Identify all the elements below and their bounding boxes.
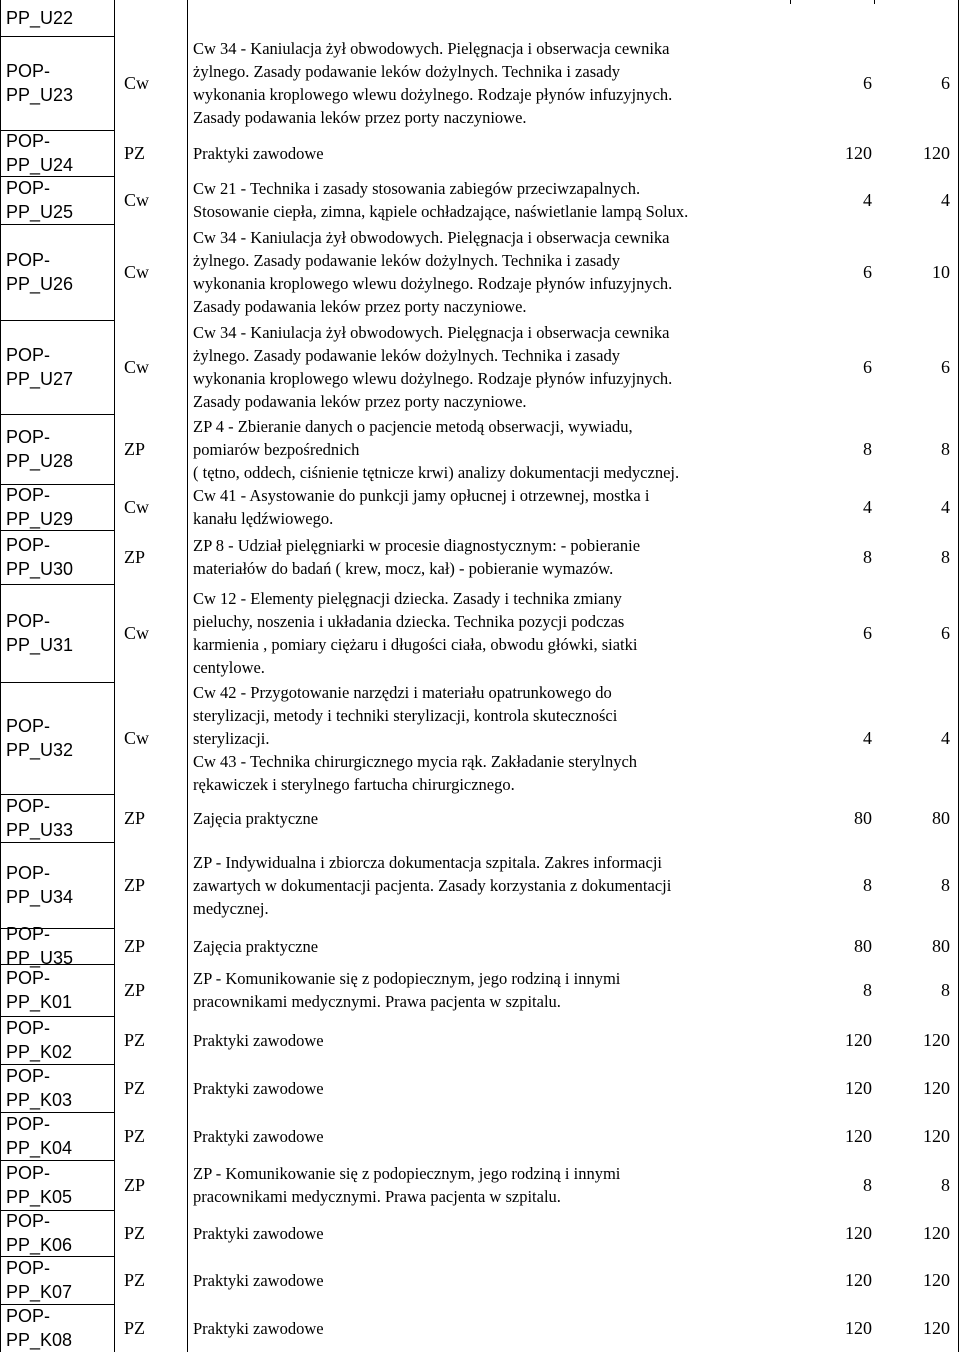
hours-cell: 120 (845, 142, 872, 163)
description-cell: Zajęcia praktyczne (193, 808, 319, 828)
code-cell: POP- PP_U29 (6, 485, 74, 529)
hours-cell: 8 (863, 979, 872, 1000)
table-row (0, 0, 960, 36)
description-cell: Cw 34 - Kaniulacja żył obwodowych. Pielęgnacja i obserwacja cewnika żylnego. Zasady podawanie leków dożylnych. Technika i zasady wykonania kroplowego wlewu dożylnego. Rodzaje płynów infuzyjnych. Zasady podawania leków przez porty naczyniowe. (193, 323, 673, 411)
code-cell: POP- PP_K08 (6, 1306, 73, 1350)
hours-cell: 120 (845, 1029, 872, 1050)
table-row (0, 414, 960, 484)
code-cell: POP- PP_U26 (6, 250, 74, 294)
hours-total-cell: 8 (941, 874, 950, 895)
table-row (0, 1304, 960, 1352)
hours-cell: 120 (845, 1077, 872, 1098)
form-cell: Cw (124, 72, 150, 93)
code-cell: POP- PP_K04 (6, 1114, 73, 1158)
table-row (0, 1210, 960, 1256)
hours-cell: 4 (863, 727, 872, 748)
code-cell: POP- PP_K07 (6, 1258, 73, 1302)
form-cell: Cw (124, 622, 150, 643)
table-row (0, 530, 960, 584)
form-cell: Cw (124, 356, 150, 377)
description-cell: Praktyki zawodowe (193, 143, 324, 163)
form-cell (124, 0, 184, 36)
description-cell: Praktyki zawodowe (193, 1030, 324, 1050)
description-cell: Cw 12 - Elementy pielęgnacji dziecka. Zasady i technika zmiany pieluchy, noszenia i układania dziecka. Technika pozycji podczas karmienia , pomiary ciężaru i długości ciała, obwodu główki, siatki centylowe. (193, 589, 638, 677)
description-cell: Praktyki zawodowe (193, 1318, 324, 1338)
hours-total-cell: 6 (941, 356, 950, 377)
hours-total-cell: 80 (932, 935, 950, 956)
table-row (0, 224, 960, 320)
table-row (0, 130, 960, 176)
hours-cell: 4 (863, 496, 872, 517)
form-cell: PZ (124, 1317, 146, 1338)
description-cell: Praktyki zawodowe (193, 1126, 324, 1146)
hours-total-cell: 120 (923, 1317, 950, 1338)
hours-cell: 6 (863, 72, 872, 93)
description-cell: Cw 34 - Kaniulacja żył obwodowych. Pielęgnacja i obserwacja cewnika żylnego. Zasady podawanie leków dożylnych. Technika i zasady wykonania kroplowego wlewu dożylnego. Rodzaje płynów infuzyjnych. Zasady podawania leków przez porty naczyniowe. (193, 228, 673, 316)
hours-total-cell: 120 (923, 1269, 950, 1290)
hours-cell: 120 (845, 1269, 872, 1290)
table-row (0, 682, 960, 794)
hours-cell: 80 (854, 807, 872, 828)
code-cell: POP- PP_K01 (6, 968, 73, 1012)
form-cell: PZ (124, 142, 146, 163)
hours-total-cell: 6 (941, 622, 950, 643)
hours-total-cell: 120 (923, 1077, 950, 1098)
description-cell: Praktyki zawodowe (193, 1078, 324, 1098)
code-cell: POP- PP_U33 (6, 796, 74, 840)
form-cell: ZP (124, 935, 146, 956)
table-row (0, 964, 960, 1016)
hours-total-cell: 8 (941, 438, 950, 459)
form-cell: Cw (124, 496, 150, 517)
code-cell: POP- PP_K05 (6, 1163, 73, 1207)
description-cell: Cw 21 - Technika i zasady stosowania zabiegów przeciwzapalnych. Stosowanie ciepła, zimna, kąpiele ochładzające, naświetlanie lampą Solux. (193, 179, 689, 221)
form-cell: ZP (124, 1174, 146, 1195)
hours-total-cell: 6 (941, 72, 950, 93)
code-cell: POP- PP_U32 (6, 716, 74, 760)
form-cell: ZP (124, 807, 146, 828)
code-cell: POP- PP_U24 (6, 131, 74, 175)
hours-total-cell: 8 (941, 546, 950, 567)
hours-cell: 6 (863, 356, 872, 377)
table-row (0, 1160, 960, 1210)
table-row (0, 794, 960, 842)
hours-total-cell: 8 (941, 979, 950, 1000)
hours-cell: 120 (845, 1125, 872, 1146)
form-cell: ZP (124, 546, 146, 567)
form-cell: PZ (124, 1222, 146, 1243)
hours-total-cell (880, 0, 950, 36)
hours-total-cell: 120 (923, 1029, 950, 1050)
code-cell: POP- PP_U30 (6, 535, 74, 579)
hours-cell: 8 (863, 874, 872, 895)
description-cell: ZP - Indywidualna i zbiorcza dokumentacja szpitala. Zakres informacji zawartych w dokumentacji pacjenta. Zasady korzystania z dokumentacji medycznej. (193, 852, 672, 918)
description-cell: Cw 34 - Kaniulacja żył obwodowych. Pielęgnacja i obserwacja cewnika żylnego. Zasady podawanie leków dożylnych. Technika i zasady wykonania kroplowego wlewu dożylnego. Rodzaje płynów infuzyjnych. Zasady podawania leków przez porty naczyniowe. (193, 39, 673, 127)
code-cell: POP- PP_U34 (6, 863, 74, 907)
table-row (0, 1016, 960, 1064)
hours-cell: 6 (863, 261, 872, 282)
description-cell: ZP 4 - Zbieranie danych o pacjencie metodą obserwacji, wywiadu, pomiarów bezpośrednich ( tętno, oddech, ciśnienie tętnicze krwi) analizy dokumentacji medycznej. (193, 416, 680, 482)
description-cell: Cw 41 - Asystowanie do punkcji jamy opłucnej i otrzewnej, mostka i kanału lędźwiowego. (193, 486, 650, 528)
description-cell (193, 0, 783, 36)
hours-cell: 6 (863, 622, 872, 643)
description-cell: Praktyki zawodowe (193, 1270, 324, 1290)
code-cell: POP- PP_K03 (6, 1066, 73, 1110)
form-cell: ZP (124, 874, 146, 895)
code-cell: POP- PP_U35 (6, 924, 74, 968)
description-cell: Zajęcia praktyczne (193, 936, 319, 956)
form-cell: PZ (124, 1029, 146, 1050)
hours-total-cell: 4 (941, 727, 950, 748)
hours-cell: 4 (863, 189, 872, 210)
hours-cell: 8 (863, 1174, 872, 1195)
form-cell: Cw (124, 727, 150, 748)
hours-cell: 8 (863, 438, 872, 459)
code-cell: POP- PP_U25 (6, 178, 74, 222)
code-cell: POP- PP_U28 (6, 427, 74, 471)
table-row (0, 842, 960, 928)
code-cell: PP_U22 (6, 8, 74, 28)
hours-cell: 120 (845, 1222, 872, 1243)
table-row (0, 176, 960, 224)
form-cell: Cw (124, 261, 150, 282)
hours-cell: 8 (863, 546, 872, 567)
code-cell: POP- PP_U23 (6, 61, 74, 105)
hours-cell (800, 0, 872, 36)
hours-total-cell: 120 (923, 1222, 950, 1243)
description-cell: Praktyki zawodowe (193, 1223, 324, 1243)
hours-total-cell: 80 (932, 807, 950, 828)
form-cell: Cw (124, 189, 150, 210)
table-row (0, 584, 960, 682)
form-cell: ZP (124, 979, 146, 1000)
description-cell: ZP 8 - Udział pielęgniarki w procesie diagnostycznym: - pobieranie materiałów do badań ( krew, mocz, kał) - pobieranie wymazów. (193, 536, 641, 578)
form-cell: PZ (124, 1125, 146, 1146)
table-row (0, 1064, 960, 1112)
table-row (0, 36, 960, 130)
code-cell: POP- PP_K02 (6, 1018, 73, 1062)
table-row (0, 924, 960, 968)
description-cell: ZP - Komunikowanie się z podopiecznym, jego rodziną i innymi pracownikami medycznymi. Prawa pacjenta w szpitalu. (193, 969, 621, 1011)
hours-total-cell: 10 (932, 261, 950, 282)
form-cell: PZ (124, 1077, 146, 1098)
hours-total-cell: 4 (941, 189, 950, 210)
hours-total-cell: 120 (923, 1125, 950, 1146)
hours-total-cell: 8 (941, 1174, 950, 1195)
table-row (0, 320, 960, 414)
code-cell: POP- PP_U27 (6, 345, 74, 389)
hours-total-cell: 120 (923, 142, 950, 163)
description-cell: Cw 42 - Przygotowanie narzędzi i materiału opatrunkowego do sterylizacji, metody i techniki sterylizacji, kontrola skuteczności sterylizacji. Cw 43 - Technika chirurgicznego mycia rąk. Zakładanie sterylnych rękawiczek i sterylnego fartucha chirurgicznego. (193, 682, 638, 794)
description-cell: ZP - Komunikowanie się z podopiecznym, jego rodziną i innymi pracownikami medycznymi. Prawa pacjenta w szpitalu. (193, 1164, 621, 1206)
table-row (0, 1112, 960, 1160)
hours-total-cell: 4 (941, 496, 950, 517)
table-row (0, 1256, 960, 1304)
hours-cell: 80 (854, 935, 872, 956)
form-cell: PZ (124, 1269, 146, 1290)
code-cell: POP- PP_K06 (6, 1211, 73, 1255)
form-cell: ZP (124, 438, 146, 459)
hours-cell: 120 (845, 1317, 872, 1338)
code-cell: POP- PP_U31 (6, 611, 74, 655)
table-row (0, 484, 960, 530)
